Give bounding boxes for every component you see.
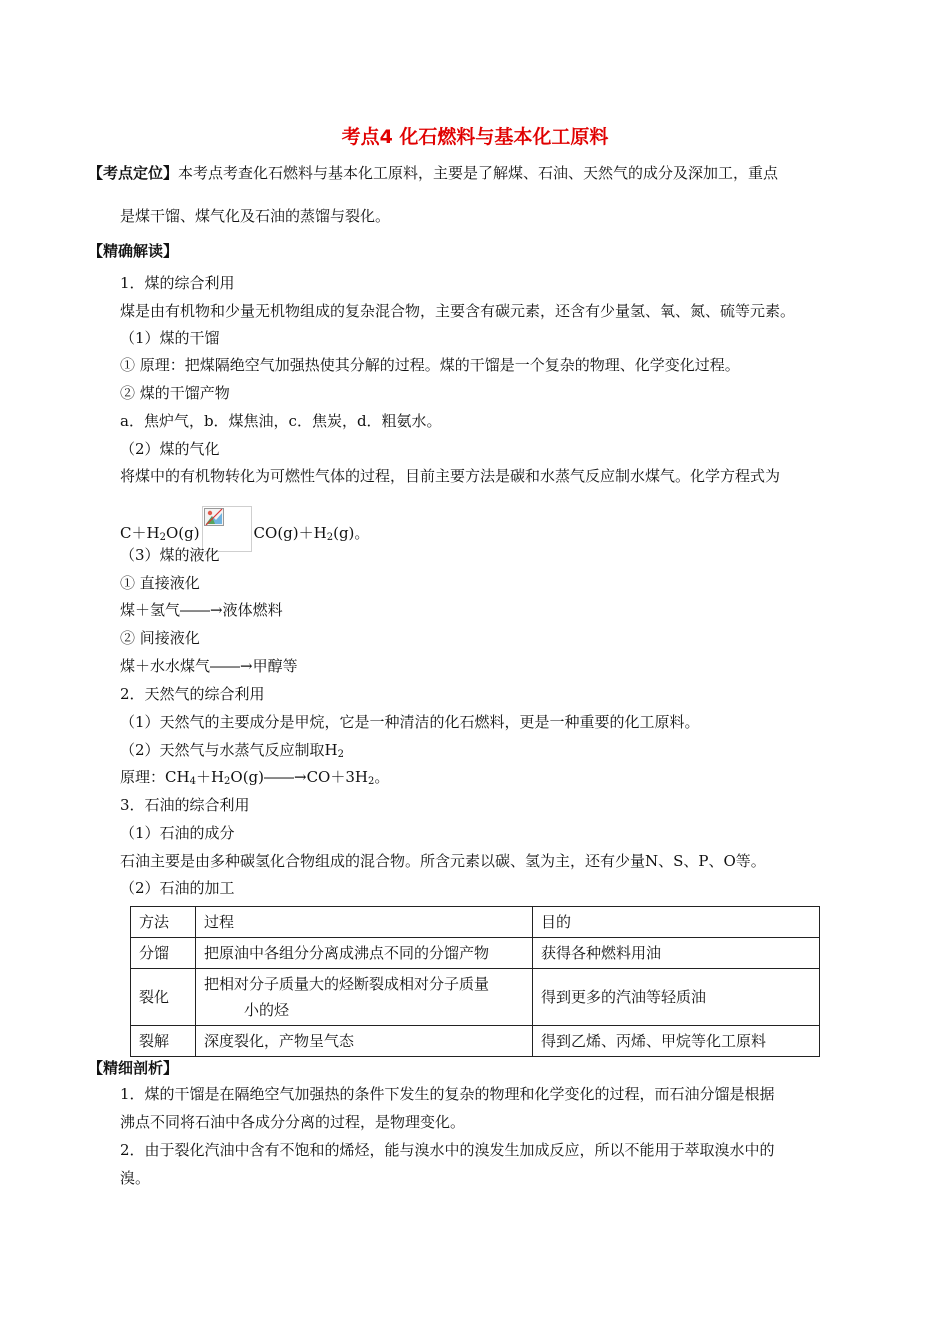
table-cell-process-line-2: 小的烃 <box>244 1001 290 1019</box>
oil-processing-heading: （2）石油的加工 <box>120 879 235 897</box>
coal-distillation-products: a．焦炉气，b．煤焦油，c．焦炭，d．粗氨水。 <box>120 412 442 430</box>
table-row <box>131 969 820 1026</box>
principle-sub-2: 2 <box>224 776 231 787</box>
table-header-purpose: 目的 <box>533 907 820 938</box>
principle-a: 原理：CH <box>120 768 190 786</box>
analysis-p2-line-2: 溴。 <box>120 1169 151 1187</box>
table-row <box>131 1026 820 1057</box>
equation-left-a: C＋H <box>120 524 160 542</box>
equation-right-sub: 2 <box>326 532 334 543</box>
analysis-p1-line-2: 沸点不同将石油中各成分分离的过程，是物理变化。 <box>120 1113 466 1131</box>
principle-d: 。 <box>374 768 390 786</box>
oil-processing-table <box>130 906 820 1057</box>
coal-distillation-products-heading: ② 煤的干馏产物 <box>120 384 230 402</box>
interpretation-label: 【精确解读】 <box>88 242 179 260</box>
equation-right-a: CO(g)＋H <box>253 524 327 542</box>
position-label: 【考点定位】 <box>88 164 179 182</box>
page-title: 考点4 化石燃料与基本化工原料 <box>341 126 609 148</box>
table-header-method: 方法 <box>131 907 196 938</box>
direct-liquefaction-heading: ① 直接液化 <box>120 574 200 592</box>
table-cell-method: 分馏 <box>131 938 196 969</box>
analysis-p2-line-1: 2．由于裂化汽油中含有不饱和的烯烃，能与溴水中的溴发生加成反应，所以不能用于萃取溴水中的 <box>120 1141 775 1159</box>
table-row <box>131 938 820 969</box>
table-header-row <box>131 907 820 938</box>
position-text-2: 是煤干馏、煤气化及石油的蒸馏与裂化。 <box>120 207 391 225</box>
equation-left-sub: 2 <box>159 532 166 543</box>
natural-gas-item-2-text: （2）天然气与水蒸气反应制取H <box>120 741 338 759</box>
coal-distillation-heading: （1）煤的干馏 <box>120 329 220 347</box>
analysis-p1-line-1: 1．煤的干馏是在隔绝空气加强热的条件下发生的复杂的物理和化学变化的过程，而石油分馏是根据 <box>120 1085 775 1103</box>
table-cell-process-line-1: 把相对分子质量大的烃断裂成相对分子质量 <box>204 975 490 993</box>
coal-heading: 1．煤的综合利用 <box>120 274 235 292</box>
natural-gas-heading: 2．天然气的综合利用 <box>120 685 265 703</box>
natural-gas-item-2 <box>120 740 344 765</box>
principle-b: ＋H <box>195 768 225 786</box>
indirect-liquefaction-heading: ② 间接液化 <box>120 629 200 647</box>
table-cell-method: 裂化 <box>131 969 196 1026</box>
principle-sub-1: 4 <box>189 776 196 787</box>
table-cell-purpose: 得到乙烯、丙烯、甲烷等化工原料 <box>533 1026 820 1057</box>
table-cell-process: 深度裂化，产物呈气态 <box>196 1026 533 1057</box>
position-paragraph <box>88 163 778 183</box>
principle-sub-3: 2 <box>367 776 375 787</box>
natural-gas-item-1: （1）天然气的主要成分是甲烷，它是一种清洁的化石燃料，更是一种重要的化工原料。 <box>120 713 700 731</box>
coal-gasification-heading: （2）煤的气化 <box>120 440 220 458</box>
natural-gas-principle <box>120 767 389 792</box>
natural-gas-item-2-sub: 2 <box>337 749 345 760</box>
equation-right-b: (g)。 <box>333 524 370 542</box>
coal-distillation-principle: ① 原理：把煤隔绝空气加强热使其分解的过程。煤的干馏是一个复杂的物理、化学变化过程。 <box>120 356 740 374</box>
oil-composition-text: 石油主要是由多种碳氢化合物组成的混合物。所含元素以碳、氢为主，还有少量N、S、P、O等。 <box>120 852 766 870</box>
coal-intro: 煤是由有机物和少量无机物组成的复杂混合物，主要含有碳元素，还含有少量氢、氧、氮、硫等元素。 <box>120 302 796 320</box>
equation-left-b: O(g) <box>165 524 200 542</box>
table-header-process: 过程 <box>196 907 533 938</box>
indirect-liquefaction-equation: 煤＋水水煤气――→甲醇等 <box>120 657 298 675</box>
table-cell-purpose: 获得各种燃料用油 <box>533 938 820 969</box>
coal-gasification-text: 将煤中的有机物转化为可燃性气体的过程，目前主要方法是碳和水蒸气反应制水煤气。化学方程式为 <box>120 467 781 485</box>
table-cell-method: 裂解 <box>131 1026 196 1057</box>
oil-composition-heading: （1）石油的成分 <box>120 824 235 842</box>
oil-heading: 3．石油的综合利用 <box>120 796 250 814</box>
table-cell-process: 把原油中各组分分离成沸点不同的分馏产物 <box>196 938 533 969</box>
analysis-label: 【精细剖析】 <box>88 1059 179 1077</box>
principle-c: O(g)――→CO＋3H <box>230 768 368 786</box>
table-cell-process <box>196 969 533 1026</box>
coal-liquefaction-heading: （3）煤的液化 <box>120 546 220 564</box>
position-text-1: 本考点考查化石燃料与基本化工原料，主要是了解煤、石油、天然气的成分及深加工，重点 <box>178 164 779 182</box>
direct-liquefaction-equation: 煤＋氢气――→液体燃料 <box>120 601 283 619</box>
table-cell-purpose: 得到更多的汽油等轻质油 <box>533 969 820 1026</box>
